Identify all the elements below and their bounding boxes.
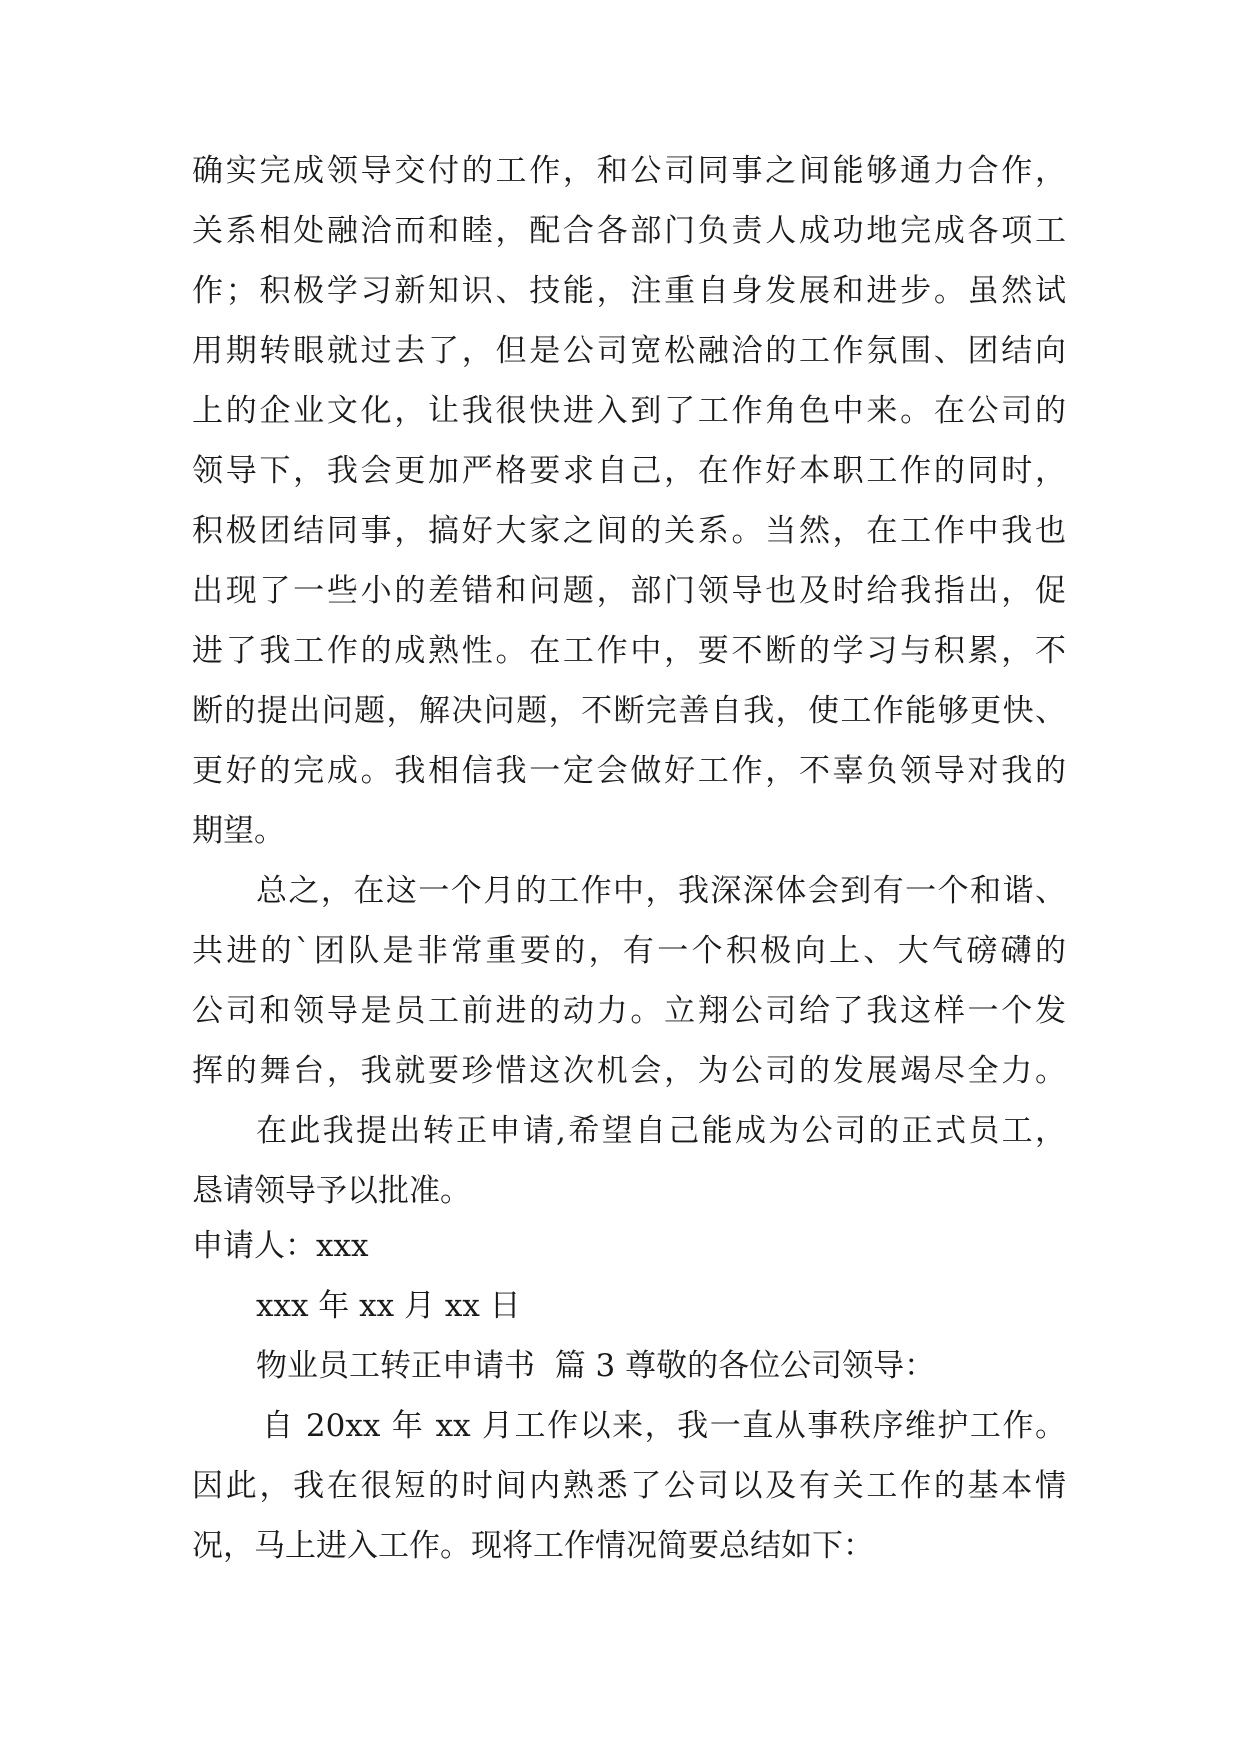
paragraph-line: 领导下，我会更加严格要求自己，在作好本职工作的同时， <box>192 453 1066 489</box>
paragraph-line: 积极团结同事，搞好大家之间的关系。当然，在工作中我也 <box>192 513 1066 549</box>
date-line: xxx 年 xx 月 xx 日 <box>256 1288 521 1324</box>
paragraph-line: 更好的完成。我相信我一定会做好工作，不辜负领导对我的 <box>192 753 1066 789</box>
section-heading: 物业员工转正申请书 篇 3 尊敬的各位公司领导： <box>256 1348 936 1384</box>
paragraph-line: 自 20xx 年 xx 月工作以来，我一直从事秩序维护工作。 <box>262 1408 1066 1444</box>
paragraph-line: 进了我工作的成熟性。在工作中，要不断的学习与积累，不 <box>192 633 1066 669</box>
paragraph-line: 因此，我在很短的时间内熟悉了公司以及有关工作的基本情 <box>192 1468 1066 1504</box>
applicant-line: 申请人：xxx <box>192 1228 369 1264</box>
paragraph-line: 关系相处融洽而和睦，配合各部门负责人成功地完成各项工 <box>192 213 1066 249</box>
paragraph-line: 挥的舞台，我就要珍惜这次机会，为公司的发展竭尽全力。 <box>192 1053 1066 1089</box>
paragraph-line: 作；积极学习新知识、技能，注重自身发展和进步。虽然试 <box>192 273 1066 309</box>
paragraph-line: 断的提出问题，解决问题，不断完善自我，使工作能够更快、 <box>192 693 1066 729</box>
paragraph-line: 共进的`团队是非常重要的，有一个积极向上、大气磅礴的 <box>192 933 1066 969</box>
paragraph-line: 上的企业文化，让我很快进入到了工作角色中来。在公司的 <box>192 393 1066 429</box>
paragraph-line: 总之，在这一个月的工作中，我深深体会到有一个和谐、 <box>256 873 1066 909</box>
paragraph-line: 出现了一些小的差错和问题，部门领导也及时给我指出，促 <box>192 573 1066 609</box>
paragraph-line: 况，马上进入工作。现将工作情况简要总结如下： <box>192 1528 874 1564</box>
paragraph-line: 在此我提出转正申请,希望自己能成为公司的正式员工， <box>256 1113 1066 1149</box>
paragraph-line: 用期转眼就过去了，但是公司宽松融洽的工作氛围、团结向 <box>192 333 1066 369</box>
paragraph-line: 确实完成领导交付的工作，和公司同事之间能够通力合作， <box>192 153 1066 189</box>
paragraph-line: 期望。 <box>192 813 285 849</box>
paragraph-line: 公司和领导是员工前进的动力。立翔公司给了我这样一个发 <box>192 993 1066 1029</box>
paragraph-line: 恳请领导予以批准。 <box>192 1173 471 1209</box>
